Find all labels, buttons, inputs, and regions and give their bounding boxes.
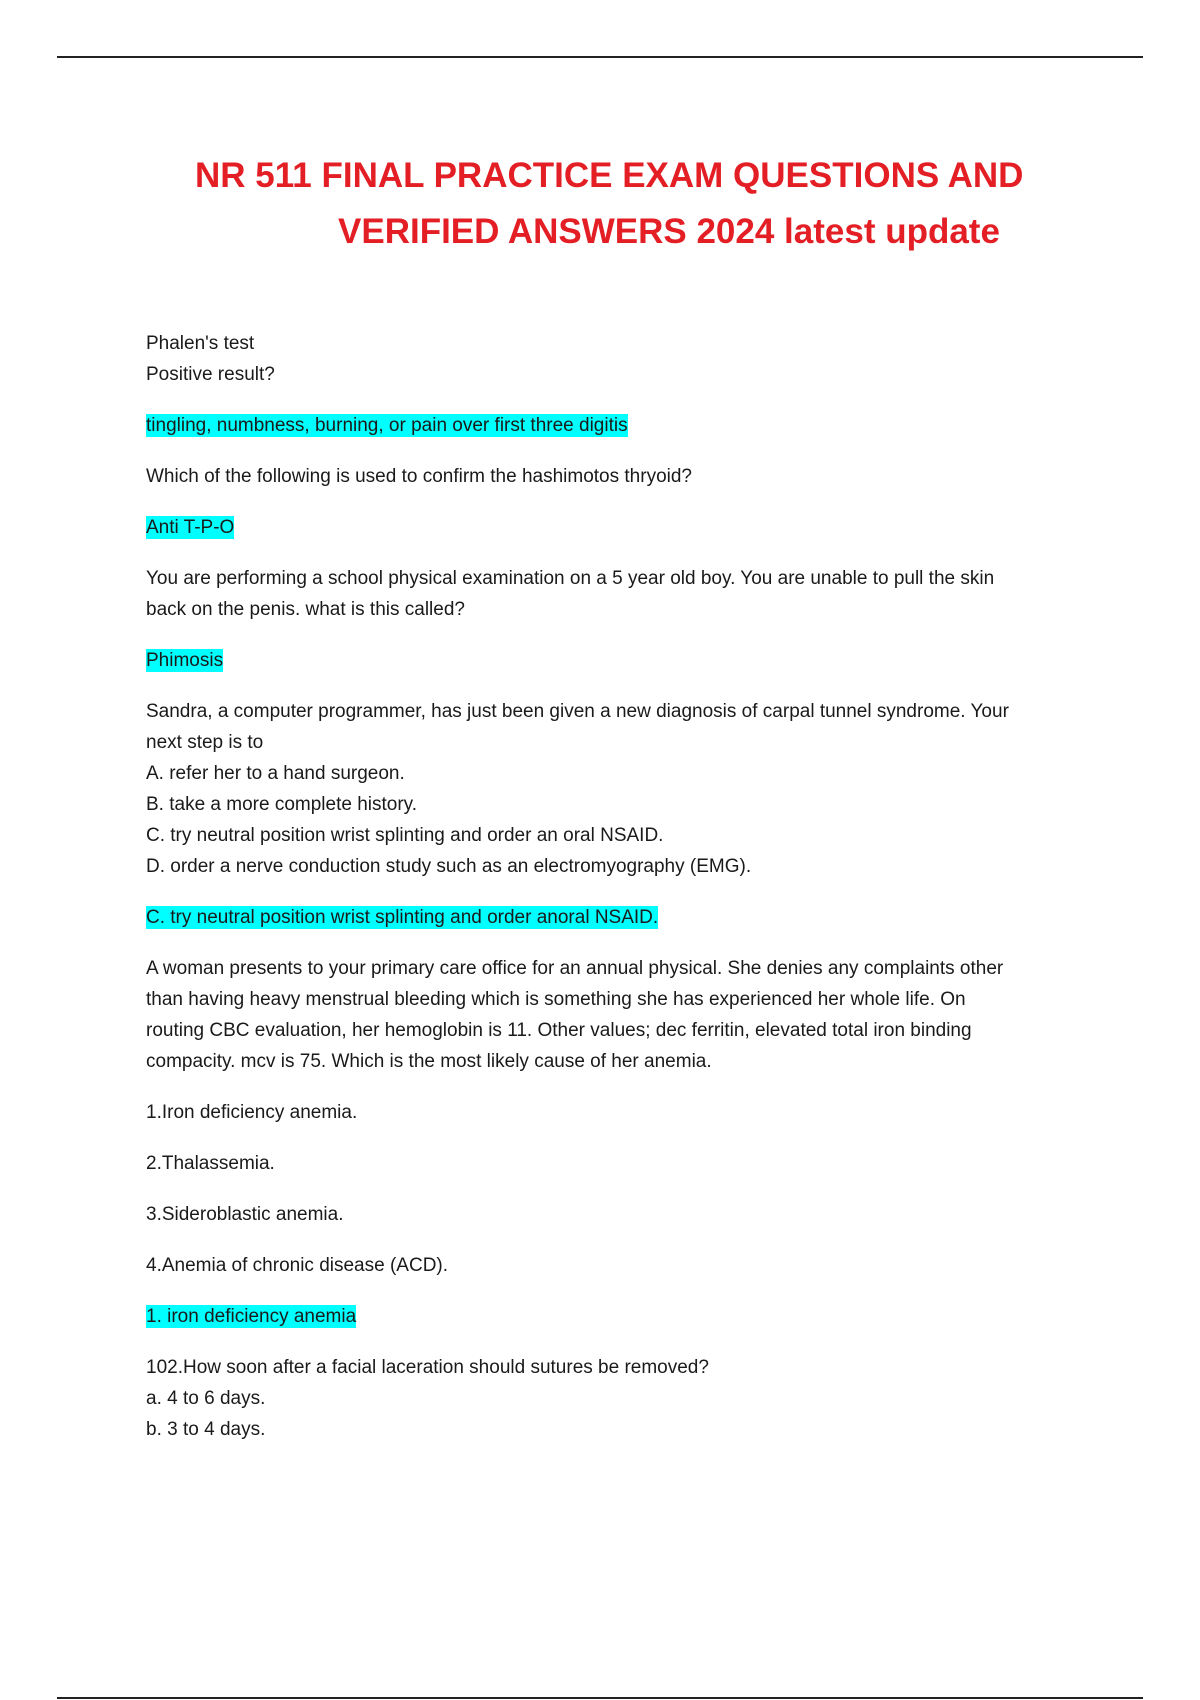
question-5-line-2: than having heavy menstrual bleeding which is something she has experienced her whole life. On (146, 989, 966, 1010)
question-1-line-2: Positive result? (146, 364, 275, 385)
question-3-line-1: You are performing a school physical examination on a 5 year old boy. You are unable to pull the skin (146, 568, 995, 589)
title-line-2: VERIFIED ANSWERS 2024 latest update (338, 212, 1000, 251)
top-rule (57, 56, 1143, 58)
question-6: 102.How soon after a facial laceration should sutures be removed? (146, 1357, 709, 1378)
question-2: Which of the following is used to confirm the hashimotos thryoid? (146, 466, 692, 487)
answer-2: Anti T-P-O (146, 517, 235, 538)
question-1-line-1: Phalen's test (146, 333, 255, 354)
answer-5: 1. iron deficiency anemia (146, 1306, 357, 1327)
question-4-option-a: A. refer her to a hand surgeon. (146, 763, 405, 784)
document-title (0, 148, 1200, 260)
question-4-option-d: D. order a nerve conduction study such as an electromyography (EMG). (146, 856, 752, 877)
document-body (146, 328, 1086, 1445)
question-5-option-1: 1.Iron deficiency anemia. (146, 1102, 358, 1123)
question-4-option-c: C. try neutral position wrist splinting and order an oral NSAID. (146, 825, 664, 846)
answer-1: tingling, numbness, burning, or pain over first three digitis (146, 415, 628, 436)
answer-4: C. try neutral position wrist splinting and order anoral NSAID. (146, 907, 659, 928)
question-5-line-1: A woman presents to your primary care office for an annual physical. She denies any complaints other (146, 958, 1004, 979)
question-6-option-a: a. 4 to 6 days. (146, 1388, 266, 1409)
question-5-line-4: compacity. mcv is 75. Which is the most likely cause of her anemia. (146, 1051, 712, 1072)
question-4-line-1: Sandra, a computer programmer, has just been given a new diagnosis of carpal tunnel syndrome. Your (146, 701, 1009, 722)
title-line-1: NR 511 FINAL PRACTICE EXAM QUESTIONS AND (195, 156, 1024, 195)
question-5-line-3: routing CBC evaluation, her hemoglobin is 11. Other values; dec ferritin, elevated total iron binding (146, 1020, 972, 1041)
bottom-rule (57, 1697, 1143, 1699)
question-3-line-2: back on the penis. what is this called? (146, 599, 465, 620)
question-6-option-b: b. 3 to 4 days. (146, 1419, 266, 1440)
question-4-option-b: B. take a more complete history. (146, 794, 418, 815)
question-5-option-3: 3.Sideroblastic anemia. (146, 1204, 344, 1225)
question-5-option-4: 4.Anemia of chronic disease (ACD). (146, 1255, 449, 1276)
answer-3: Phimosis (146, 650, 224, 671)
question-5-option-2: 2.Thalassemia. (146, 1153, 275, 1174)
question-4-line-2: next step is to (146, 732, 264, 753)
